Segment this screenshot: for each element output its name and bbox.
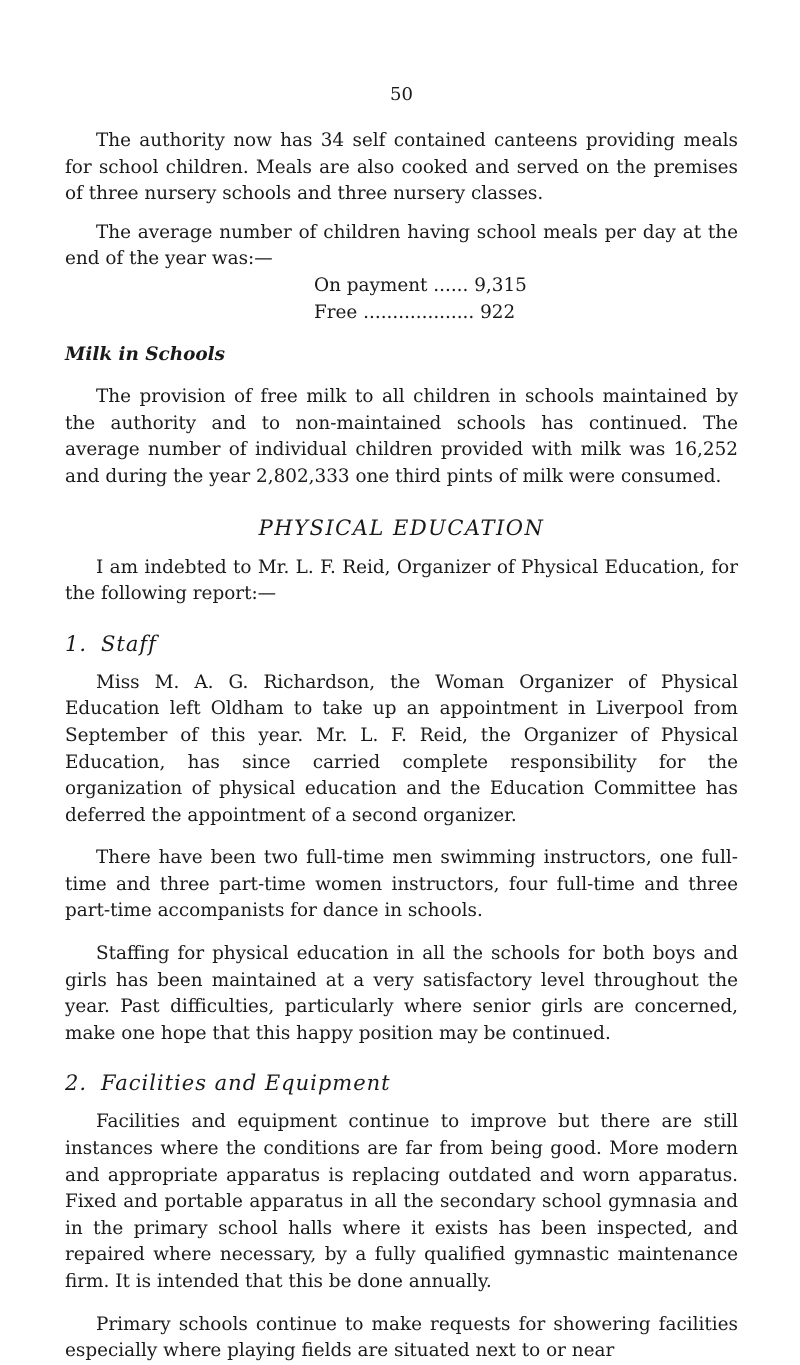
facilities-paragraph-1: Facilities and equipment continue to improve but there are still instances where the conditions are far from being good. More modern and appropriate apparatus is replacing outdated and worn apparatus. Fixed and portable apparatus in all the secondary school gymnasia and in the primary school halls where it exists has been inspected, and repaired where necessary, by a fully qualified gymnastic maintenance firm. It is intended that this be done annually. — [65, 1111, 738, 1292]
staff-paragraph-2: There have been two full-time men swimming instructors, one full-time and three part-time women instructors, four full-time and three part-time accompanists for dance in schools. — [65, 847, 738, 922]
figure-value: 9,315 — [468, 274, 527, 296]
figure-row-free — [314, 300, 738, 327]
figure-row-on-payment — [314, 273, 738, 300]
figure-value: 922 — [474, 301, 516, 323]
figure-label: Free ................... — [314, 301, 475, 323]
facilities-paragraph-2: Primary schools continue to make requests for showering facilities especially where playing fields are situated next to or near — [65, 1313, 738, 1362]
staff-heading-text: Staff — [101, 631, 157, 656]
staff-paragraph-1: Miss M. A. G. Richardson, the Woman Organizer of Physical Education left Oldham to take up an appointment in Liverpool from September of this year. Mr. L. F. Reid, the Organizer of Physical Education, has since carried complete responsibility for the organization of physical education and the Education Committee has deferred the appointment of a second organizer. — [65, 671, 738, 826]
staff-number: 1. — [65, 631, 88, 656]
milk-paragraph: The provision of free milk to all children in schools maintained by the authority and to non-maintained schools has continued. The average number of individual children provided with milk was 16,252 and during the year 2,802,333 one third pints of milk were consumed. — [65, 386, 738, 487]
facilities-heading — [65, 1069, 738, 1097]
staff-paragraph-3: Staffing for physical education in all the schools for both boys and girls has been maintained at a very satisfactory level throughout the year. Past difficulties, particularly where senior girls are concerned, make one hope that this happy position may be continued. — [65, 943, 738, 1044]
physical-education-title: PHYSICAL EDUCATION — [258, 515, 545, 540]
figure-label: On payment ...... — [314, 274, 469, 296]
milk-heading: Milk in Schools — [65, 344, 225, 366]
staff-heading — [65, 630, 738, 658]
facilities-heading-text: Facilities and Equipment — [101, 1071, 391, 1096]
page-number: 50 — [390, 84, 413, 105]
average-meals-paragraph: The average number of children having school meals per day at the end of the year was:— — [65, 221, 738, 270]
meals-figures — [314, 273, 738, 326]
pe-intro-paragraph: I am indebted to Mr. L. F. Reid, Organizer of Physical Education, for the following report:— — [65, 556, 738, 605]
facilities-number: 2. — [65, 1071, 88, 1096]
canteens-paragraph: The authority now has 34 self contained canteens providing meals for school children. Meals are also cooked and served on the premises of three nursery schools and three nursery classes. — [65, 130, 738, 205]
